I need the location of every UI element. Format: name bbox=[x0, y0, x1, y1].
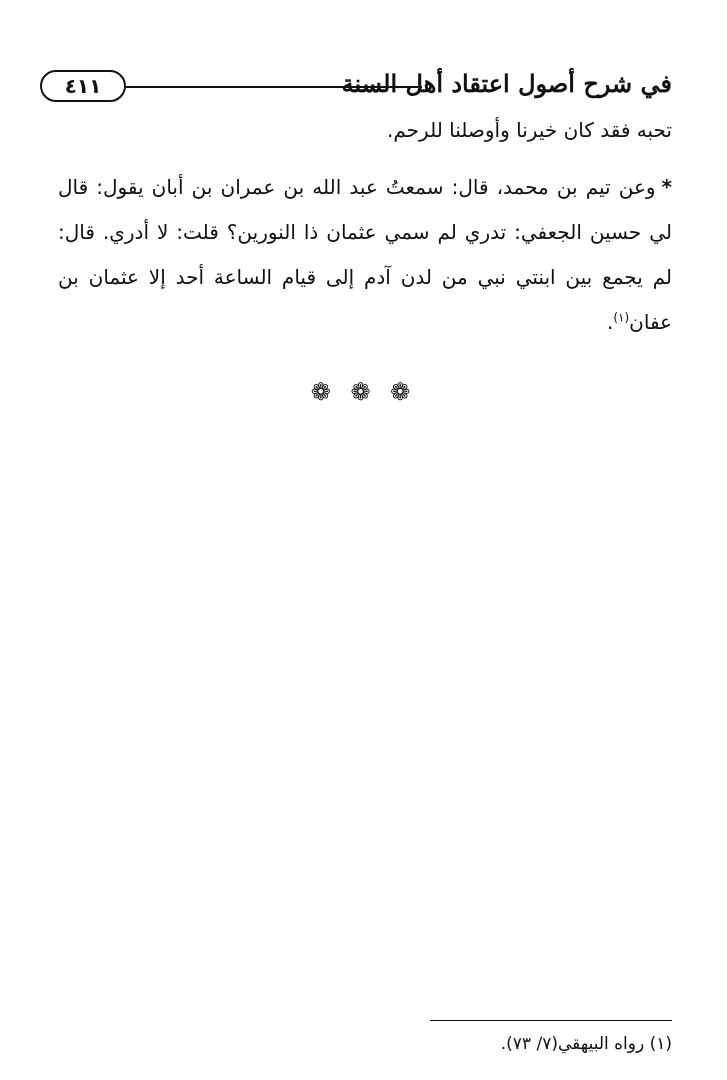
footnote-rule bbox=[430, 1020, 672, 1021]
book-title: في شرح أصول اعتقاد أهل السنة bbox=[341, 69, 672, 98]
footnote: (١) رواه البيهقي(٧/ ٧٣). bbox=[500, 1034, 672, 1054]
body-text bbox=[58, 108, 672, 345]
footnote-reference: (١) bbox=[613, 310, 630, 325]
narration-text: وعن تيم بن محمد، قال: سمعتُ عبد الله بن عمران بن أبان يقول: قال لي حسين الجعفي: تدري لم سمي عثمان ذا النورين؟ قلت: لا أدري. قال: لم يجمع بين ابنتي نبي من لدن آدم إلى قيام الساعة أحد إلا عثمان بن عفان bbox=[58, 175, 672, 334]
section-ornament: ❁ ❁ ❁ bbox=[310, 378, 417, 406]
narration-end: . bbox=[606, 310, 614, 334]
paragraph-continuation: تحبه فقد كان خيرنا وأوصلنا للرحم. bbox=[387, 118, 672, 142]
running-header bbox=[40, 66, 672, 106]
page-number: ٤١١ bbox=[64, 74, 102, 98]
page-number-frame bbox=[40, 70, 126, 102]
paragraph-marker: * bbox=[661, 175, 672, 199]
narration-paragraph bbox=[58, 165, 672, 345]
header-rule bbox=[126, 86, 422, 88]
